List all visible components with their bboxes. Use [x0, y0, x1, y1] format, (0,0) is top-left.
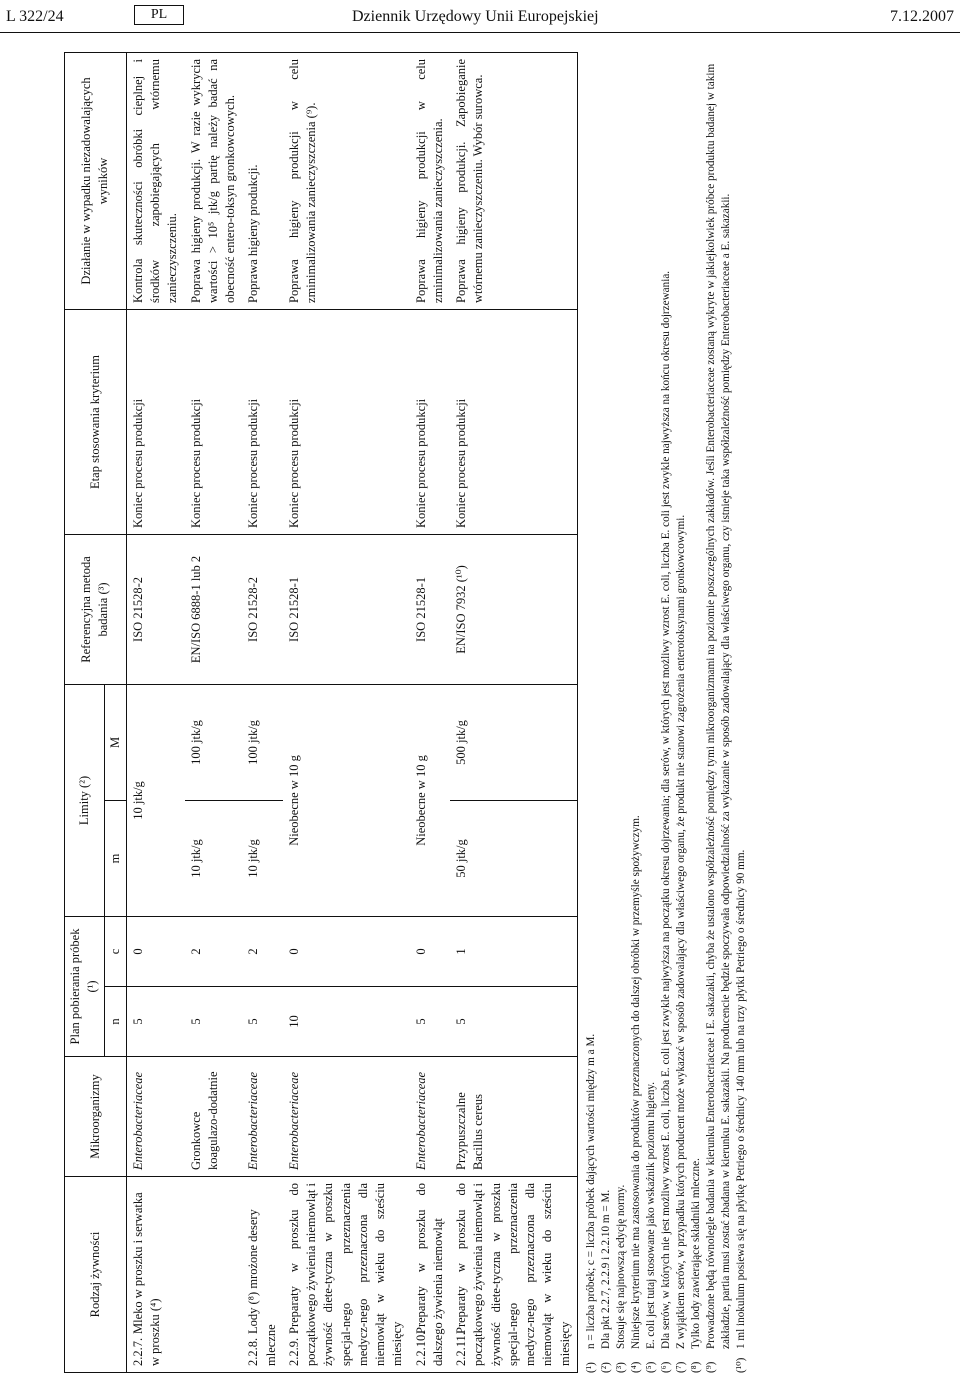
col-header-M: M	[104, 684, 126, 800]
footnote-number: (¹⁰)	[734, 1357, 747, 1373]
stage-cell: Koniec procesu produkcji	[450, 309, 577, 534]
page-reference: L 322/24	[6, 8, 64, 25]
method-cell: ISO 21528-2	[126, 534, 184, 684]
table-row	[126, 52, 184, 1372]
c-cell: 0	[283, 916, 410, 986]
footnotes	[584, 53, 749, 1373]
action-cell: Poprawa higieny produkcji w celu zminimalizowania zanieczyszczenia (⁹).	[283, 52, 410, 309]
n-cell: 5	[410, 987, 451, 1057]
action-cell: Poprawa higieny produkcji w celu zminimalizowania zanieczyszczenia.	[410, 52, 451, 309]
row-number: 2.2.11.	[454, 1332, 468, 1366]
footnote	[614, 53, 629, 1373]
col-header-micro: Mikroorganizmy	[65, 1057, 127, 1177]
method-cell: EN/ISO 7932 (¹⁰)	[450, 534, 577, 684]
food-text: Preparaty w proszku do początkowego żywienia niemowląt i żywność diete-tyczna w proszku specjal-nego przeznaczenia medycz-nego przeznaczona dla niemowląt w wieku do sześciu miesięcy	[286, 1183, 405, 1366]
footnote-number: (⁴)	[629, 1361, 642, 1373]
criteria-table	[64, 52, 578, 1373]
c-cell: 2	[185, 916, 243, 986]
footnote	[599, 53, 614, 1373]
footnote-text: Prowadzone będą równolegle badania w kierunku Enterobacteriaceae i E. sakazakii, chyba że ustalono współzależność pomiędzy tymi mikroorganizmami na poziomie poszczególnych zakładów. Jeśli Enterobacteriaceae zostaną wykryte w jakiejkolwiek próbce produktu badanej w takim zakładzie, partia musi zostać zbadana w kierunku E. sakazakii. Na producencie będzie spoczywała odpowiedzialność za wykazanie w sposób zadowalający dla właściwego organu, czy istnieje taka współzależność pomiędzy Enterobacteriaceae a E. sakazakii.	[704, 63, 732, 1349]
col-header-stage: Etap stosowania kryterium	[65, 309, 127, 534]
limit-merged-cell: Nieobecne w 10 g	[410, 684, 451, 916]
method-cell: ISO 21528-1	[283, 534, 410, 684]
footnote-text: Niniejsze kryterium nie ma zastosowania do produktów przeznaczonych do dalszej obróbki w przemyśle spożywczym.	[629, 815, 642, 1349]
footnote-text: Z wyjątkiem serów, w przypadku których producent może wykazać w sposób zadowalający dla właściwego organu, że produkt nie stanowi zagrożenia enterotoksynami gronkowcowymi.	[674, 514, 687, 1349]
action-cell: Poprawa higieny produkcji. W razie wykrycia wartości > 10⁵ jtk/g partię należy badać na obecność entero-toksyn gronkowcowych.	[185, 52, 243, 309]
col-header-m: m	[104, 800, 126, 916]
footnote-number: (¹)	[584, 1362, 597, 1373]
stage-cell: Koniec procesu produkcji	[126, 309, 184, 534]
table-row	[185, 52, 243, 1372]
footnote	[734, 53, 749, 1373]
micro-text: Enterobacteriaceae	[286, 1071, 301, 1170]
footnote-text: 1 ml inokulum posiewa się na płytkę Petriego o średnicy 140 mm lub na trzy płytki Petriego o średnicy 90 mm.	[734, 849, 747, 1349]
food-cell	[185, 1177, 243, 1373]
micro-text: Enterobacteriaceae	[130, 1071, 145, 1170]
method-cell: EN/ISO 6888-1 lub 2	[185, 534, 243, 684]
stage-cell: Koniec procesu produkcji	[185, 309, 243, 534]
micro-cell	[410, 1057, 451, 1177]
col-header-c: c	[104, 916, 126, 986]
action-cell: Poprawa higieny produkcji.	[242, 52, 283, 309]
footnote-number: (⁷)	[674, 1361, 687, 1373]
footnote-text: Dla serów, w których nie jest możliwy wzrost E. coli, liczba E. coli jest zwykle najwyższa na początku okresu dojrzewania; dla serów, w których jest możliwy wzrost E. coli, liczba E. coli jest zwykle najwyższa na końcu okresu dojrzewania.	[659, 270, 672, 1349]
n-cell: 10	[283, 987, 410, 1057]
action-cell: Poprawa higieny produkcji. Zapobieganie wtórnemu zanieczyszczeniu. Wybór surowca.	[450, 52, 577, 309]
footnote-number: (⁶)	[659, 1361, 672, 1373]
m-cell: 10 jtk/g	[242, 800, 283, 916]
micro-cell	[242, 1057, 283, 1177]
stage-cell: Koniec procesu produkcji	[242, 309, 283, 534]
row-number: 2.2.7.	[130, 1337, 145, 1366]
micro-cell: Gronkowce koagulazo-dodatnie	[185, 1057, 243, 1177]
footnote	[644, 53, 659, 1373]
action-cell: Kontrola skuteczności obróbki cieplnej i środków zapobiegających wtórnemu zanieczyszczeniu.	[126, 52, 184, 309]
n-cell: 5	[242, 987, 283, 1057]
table-row	[410, 52, 451, 1372]
m-cell: 50 jtk/g	[450, 800, 577, 916]
footnote-number: (⁸)	[689, 1361, 702, 1373]
row-number: 2.2.9.	[286, 1337, 301, 1366]
M-cell: 500 jtk/g	[450, 684, 577, 800]
method-cell: ISO 21528-2	[242, 534, 283, 684]
footnote-text: n = liczba próbek; c = liczba próbek dających wartości między m a M.	[584, 1033, 597, 1349]
table-row	[450, 52, 577, 1372]
food-cell	[450, 1177, 577, 1373]
stage-cell: Koniec procesu produkcji	[283, 309, 410, 534]
table-row	[283, 52, 410, 1372]
stage-cell: Koniec procesu produkcji	[410, 309, 451, 534]
n-cell: 5	[450, 987, 577, 1057]
food-text: Mleko w proszku i serwatka w proszku (⁴)	[130, 1192, 162, 1366]
micro-cell	[126, 1057, 184, 1177]
header-row-1	[65, 52, 105, 1372]
footnote-text: E. coli jest tutaj stosowane jako wskaźnik poziomu higieny.	[644, 1081, 657, 1349]
table-row	[242, 52, 283, 1372]
n-cell: 5	[185, 987, 243, 1057]
micro-cell	[283, 1057, 410, 1177]
micro-text: Enterobacteriaceae	[246, 1071, 261, 1170]
col-header-action: Działanie w wypadku niezadowalających wyników	[65, 52, 127, 309]
footnote-number: (²)	[599, 1362, 612, 1373]
row-number: 2.2.8.	[246, 1337, 261, 1366]
footnote	[689, 53, 704, 1373]
c-cell: 1	[450, 916, 577, 986]
limit-merged-cell: 10 jtk/g	[126, 684, 184, 916]
footnote-number: (⁹)	[704, 1361, 717, 1373]
col-header-limits: Limity (²)	[65, 684, 105, 916]
issue-date: 7.12.2007	[890, 8, 954, 25]
footnote	[659, 53, 674, 1373]
col-header-plan: Plan pobierania próbek (¹)	[65, 916, 105, 1056]
micro-text: Enterobacteriaceae	[413, 1071, 428, 1170]
c-cell: 2	[242, 916, 283, 986]
M-cell: 100 jtk/g	[242, 684, 283, 800]
food-cell	[410, 1177, 451, 1373]
food-cell	[242, 1177, 283, 1373]
food-text: Preparaty w proszku do dalszego żywienia niemowląt	[413, 1183, 445, 1366]
food-text: Preparaty w proszku do początkowego żywienia niemowląt i żywność diete-tyczna w proszku specjal-nego przeznaczenia medycz-nego przeznaczona dla niemowląt w wieku do sześciu miesięcy	[454, 1183, 572, 1366]
footnote-text: Stosuje się najnowszą edycję normy.	[614, 1184, 627, 1349]
col-header-food: Rodzaj żywności	[65, 1177, 127, 1373]
footnote	[584, 53, 599, 1373]
micro-cell: Przypuszczalne Bacillus cereus	[450, 1057, 577, 1177]
M-cell: 100 jtk/g	[185, 684, 243, 800]
footnote-number: (³)	[614, 1362, 627, 1373]
row-number: 2.2.10.	[413, 1331, 428, 1366]
footnote-text: Dla pkt 2.2.7, 2.2.9 i 2.2.10 m = M.	[599, 1189, 612, 1349]
c-cell: 0	[410, 916, 451, 986]
food-text: Lody (⁸) mrożone desery mleczne	[246, 1209, 278, 1366]
food-cell	[283, 1177, 410, 1373]
footnote	[704, 53, 734, 1373]
method-cell: ISO 21528-1	[410, 534, 451, 684]
footnote-number: (⁵)	[644, 1361, 657, 1373]
footnote-text: Tylko lody zawierające składniki mleczne.	[689, 1158, 702, 1349]
c-cell: 0	[126, 916, 184, 986]
col-header-n: n	[104, 987, 126, 1057]
limit-merged-cell: Nieobecne w 10 g	[283, 684, 410, 916]
n-cell: 5	[126, 987, 184, 1057]
footnote	[629, 53, 644, 1373]
food-cell	[126, 1177, 184, 1373]
m-cell: 10 jtk/g	[185, 800, 243, 916]
journal-title: Dziennik Urzędowy Unii Europejskiej	[352, 8, 599, 25]
language-box: PL	[134, 5, 184, 25]
col-header-method: Referencyjna metoda badania (³)	[65, 534, 127, 684]
footnote	[674, 53, 689, 1373]
page-content	[64, 53, 749, 1373]
